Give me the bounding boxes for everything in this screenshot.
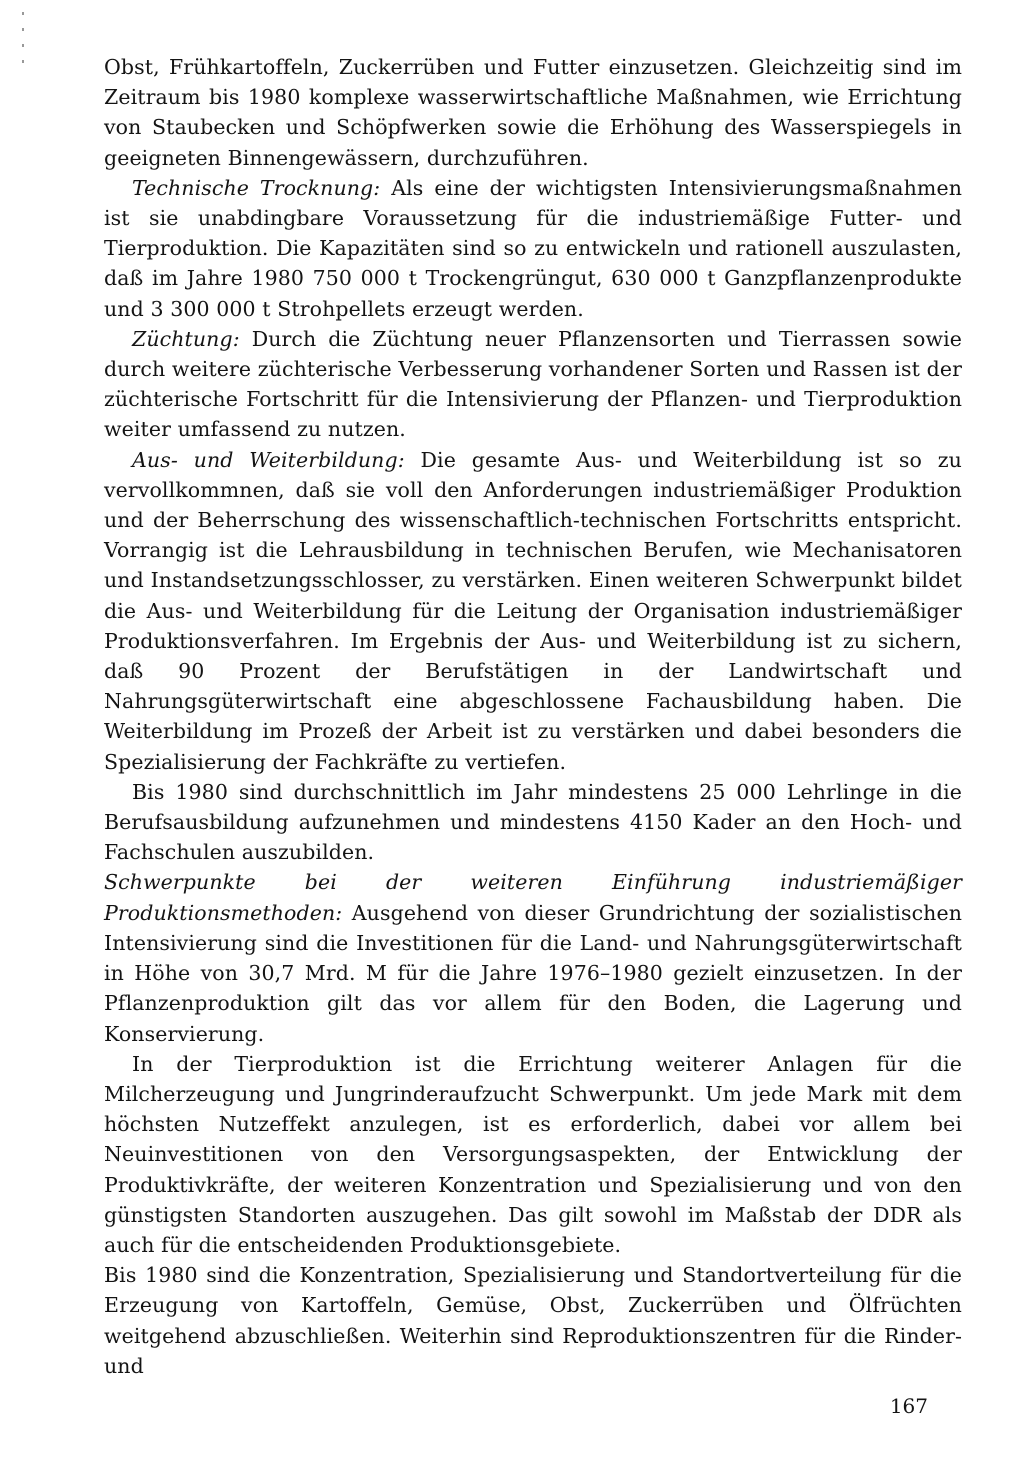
paragraph-heading: Schwerpunkte bei der weiteren Einführung industriemäßiger Produktionsmethoden: [104, 870, 962, 925]
page-number: 167 [889, 1394, 928, 1418]
paragraph-konzentration [104, 1260, 962, 1381]
paragraph-text: In der Tierproduktion ist die Errichtung weiterer Anlagen für die Milcherzeugung und Jungrinderaufzucht Schwerpunkt. Um jede Mark mit dem höchsten Nutzeffekt anzulegen, ist es erforderlich, dabei vor allem bei Neuinvestitionen von den Versorgungsaspekten, der Entwicklung der Produktivkräfte, der weiteren Konzentration und Spezialisierung und von den günstigsten Standorten auszugehen. Das gilt sowohl im Maßstab der DDR als auch für die entscheidenden Produktionsgebiete. [104, 1051, 962, 1257]
paragraph-1 [104, 52, 962, 173]
paragraph-text: Ausgehend von dieser Grundrichtung der sozialistischen Intensivierung sind die Investitionen für die Land- und Nahrungsgüterwirtschaft in Höhe von 30,7 Mrd. M für die Jahre 1976–1980 gezielt einzusetzen. In der Pflanzenproduktion gilt das vor allem für den Boden, die Lagerung und Konservierung. [104, 900, 962, 1046]
page-body [104, 52, 962, 1381]
paragraph-text: Obst, Frühkartoffeln, Zuckerrüben und Futter einzusetzen. Gleichzeitig sind im Zeitraum bis 1980 komplexe wasserwirtschaftliche Maßnahmen, wie Errichtung von Staubecken und Schöpfwerken sowie die Erhöhung des Wasserspiegels in geeigneten Binnengewässern, durchzuführen. [104, 55, 962, 170]
paragraph-text: Die gesamte Aus- und Weiterbildung ist so zu vervollkommnen, daß sie voll den Anforderungen industriemäßiger Produktion und der Beherrschung des wissenschaftlich-technischen Fortschritts entspricht. Vorrangig ist die Lehrausbildung in technischen Berufen, wie Mechanisatoren und Instandsetzungsschlosser, zu verstärken. Einen weiteren Schwerpunkt bildet die Aus- und Weiterbildung für die Leitung der Organisation industriemäßiger Produktionsverfahren. Im Ergebnis der Aus- und Weiterbildung ist zu sichern, daß 90 Prozent der Berufstätigen in der Landwirtschaft und Nahrungsgüterwirtschaft eine abgeschlossene Fachausbildung haben. Die Weiterbildung im Prozeß der Arbeit ist zu verstärken und dabei besonders die Spezialisierung der Fachkräfte zu vertiefen. [104, 447, 962, 774]
paragraph-tierproduktion [104, 1049, 962, 1260]
scan-marks [22, 10, 28, 70]
paragraph-heading: Technische Trocknung: [132, 175, 381, 200]
paragraph-zuechtung [104, 324, 962, 445]
paragraph-heading: Züchtung: [132, 326, 240, 351]
paragraph-text: Bis 1980 sind die Konzentration, Spezialisierung und Standortverteilung für die Erzeugung von Kartoffeln, Gemüse, Obst, Zuckerrüben und Ölfrüchten weitgehend abzuschließen. Weiterhin sind Reproduktionszentren für die Rinder- und [104, 1263, 962, 1378]
paragraph-text: Als eine der wichtigsten Intensivierungsmaßnahmen ist sie unabdingbare Voraussetzung für die industriemäßige Futter- und Tierproduktion. Die Kapazitäten sind so zu entwickeln und rationell auszulasten, daß im Jahre 1980 750 000 t Trockengrüngut, 630 000 t Ganzpflanzenprodukte und 3 300 000 t Strohpellets erzeugt werden. [104, 175, 962, 321]
paragraph-lehrlinge [104, 777, 962, 868]
paragraph-aus-und-weiterbildung [104, 445, 962, 777]
paragraph-heading: Aus- und Weiterbildung: [132, 447, 405, 472]
paragraph-text: Durch die Züchtung neuer Pflanzensorten und Tierrassen sowie durch weitere züchterische Verbesserung vorhandener Sorten und Rassen ist der züchterische Fortschritt für die Intensivierung der Pflanzen- und Tierproduktion weiter umfassend zu nutzen. [104, 326, 962, 442]
paragraph-text: Bis 1980 sind durchschnittlich im Jahr mindestens 25 000 Lehrlinge in die Berufsausbildung aufzunehmen und mindestens 4150 Kader an den Hoch- und Fachschulen auszubilden. [104, 779, 962, 865]
paragraph-schwerpunkte [104, 867, 962, 1048]
paragraph-technische-trocknung [104, 173, 962, 324]
